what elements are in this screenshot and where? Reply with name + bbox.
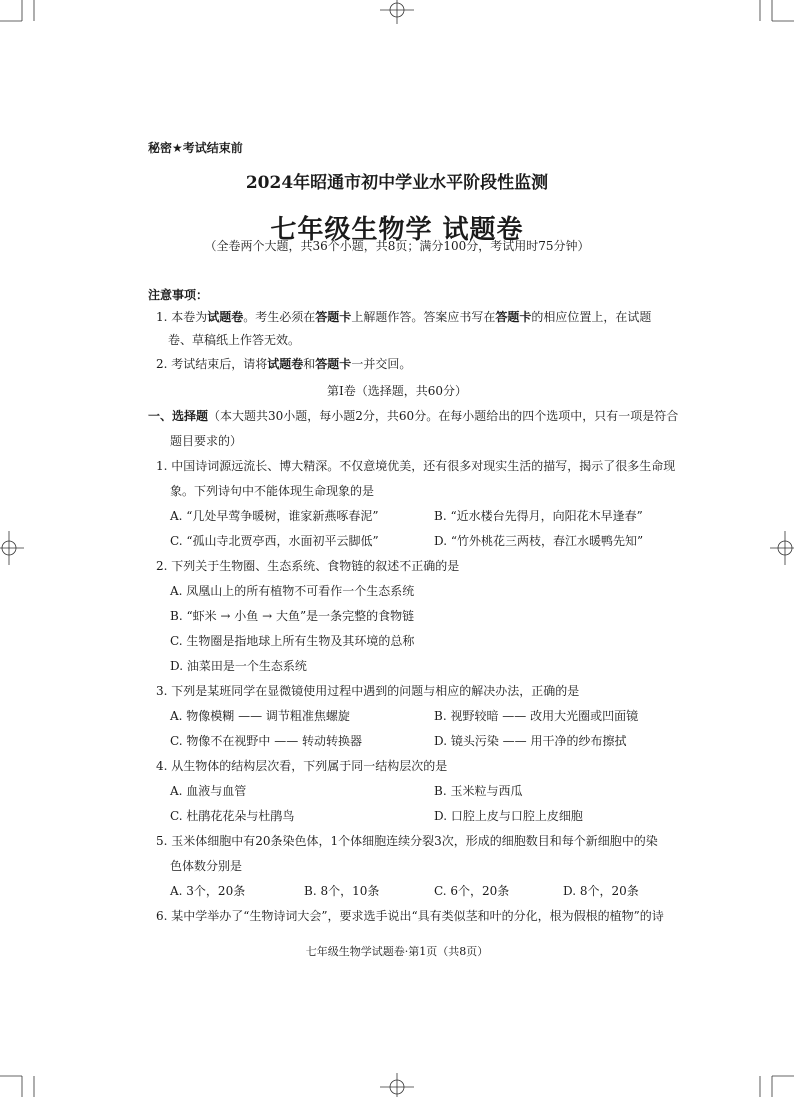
question-6-stem: 6. 某中学举办了“生物诗词大会”，要求选手说出“具有类似茎和叶的分化，根为假根的植物”的诗: [156, 909, 664, 923]
question-2-stem: 2. 下列关于生物圈、生态系统、食物链的叙述不正确的是: [156, 559, 460, 573]
exam-subtitle: 七年级生物学 试题卷: [270, 215, 524, 245]
section-desc-cont: 题目要求的）: [170, 434, 243, 448]
question-4-option-d: D. 口腔上皮与口腔上皮细胞: [434, 809, 583, 823]
question-2-option-b: B. “虾米 → 小鱼 → 大鱼”是一条完整的食物链: [170, 609, 415, 623]
question-2-option-d: D. 油菜田是一个生态系统: [170, 659, 307, 673]
question-5-option-b: B. 8个，10条: [304, 884, 380, 898]
part-heading: 第Ⅰ卷（选择题，共60分）: [326, 384, 467, 398]
question-1-option-b: B. “近水楼台先得月，向阳花木早逢春”: [434, 509, 643, 523]
question-3-option-b: B. 视野较暗 —— 改用大光圈或凹面镜: [434, 709, 639, 723]
question-1-option-c: C. “孤山寺北贾亭西，水面初平云脚低”: [170, 534, 379, 548]
question-4-option-c: C. 杜鹃花花朵与杜鹃鸟: [170, 809, 295, 823]
notice-heading: 注意事项：: [148, 288, 209, 302]
question-2-option-a: A. 凤凰山上的所有植物不可看作一个生态系统: [170, 584, 415, 598]
confidential-label: 秘密★考试结束前: [148, 141, 243, 155]
question-4-stem: 4. 从生物体的结构层次看，下列属于同一结构层次的是: [156, 759, 448, 773]
question-3-option-d: D. 镜头污染 —— 用干净的纱布擦拭: [434, 734, 627, 748]
section-heading: 一、选择题（本大题共30小题，每小题2分，共60分。在每小题给出的四个选项中，只有一项是符合: [148, 409, 679, 423]
question-1-stem-cont: 象。下列诗句中不能体现生命现象的是: [170, 484, 375, 498]
question-2-option-c: C. 生物圈是指地球上所有生物及其环境的总称: [170, 634, 415, 648]
question-4-option-a: A. 血液与血管: [170, 784, 247, 798]
notice-item-1-cont: 卷、草稿纸上作答无效。: [168, 333, 301, 347]
question-1-stem: 1. 中国诗词源远流长、博大精深。不仅意境优美，还有很多对现实生活的描写，揭示了很多生命现: [156, 459, 676, 473]
question-3-option-a: A. 物像模糊 —— 调节粗准焦螺旋: [170, 709, 350, 723]
question-1-option-d: D. “竹外桃花三两枝，春江水暖鸭先知”: [434, 534, 644, 548]
notice-item-2: 2. 考试结束后，请将试题卷和答题卡一并交回。: [156, 357, 412, 371]
question-5-stem: 5. 玉米体细胞中有20条染色体，1个体细胞连续分裂3次，形成的细胞数目和每个新细胞中的染: [156, 834, 658, 848]
question-5-option-a: A. 3个，20条: [170, 884, 246, 898]
question-1-option-a: A. “几处早莺争暖树，谁家新燕啄春泥”: [170, 509, 379, 523]
question-4-option-b: B. 玉米粒与西瓜: [434, 784, 523, 798]
question-3-stem: 3. 下列是某班同学在显微镜使用过程中遇到的问题与相应的解决办法，正确的是: [156, 684, 580, 698]
page-footer: 七年级生物学试题卷·第1页（共8页）: [305, 945, 489, 958]
exam-info: （全卷两个大题，共36个小题，共8页；满分100分，考试用时75分钟）: [204, 239, 590, 253]
question-3-option-c: C. 物像不在视野中 —— 转动转换器: [170, 734, 363, 748]
notice-item-1: 1. 本卷为试题卷。考生必须在答题卡上解题作答。答案应书写在答题卡的相应位置上，在试题: [156, 310, 652, 324]
exam-title: 2024年昭通市初中学业水平阶段性监测: [245, 173, 549, 193]
question-5-stem-cont: 色体数分别是: [170, 859, 243, 873]
question-5-option-d: D. 8个，20条: [563, 884, 639, 898]
question-5-option-c: C. 6个，20条: [434, 884, 510, 898]
